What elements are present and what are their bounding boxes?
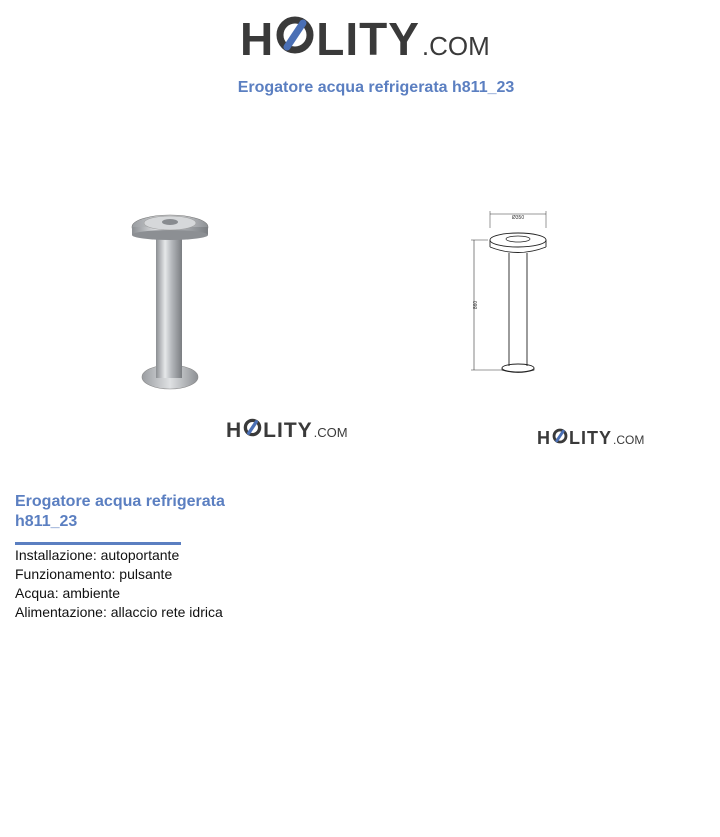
diameter-label: Ø350 [511, 215, 525, 221]
holity-logo-small-left [226, 418, 348, 443]
logo-text-h: H [537, 428, 551, 448]
spec-row-alimentazione: Alimentazione: allaccio rete idrica [15, 604, 223, 620]
technical-drawing [466, 208, 556, 383]
holity-logo-small-right [537, 428, 644, 449]
logo-text-com: .COM [313, 425, 348, 440]
logo-text-lity: LITY [569, 428, 612, 448]
logo-text-lity: LITY [263, 419, 313, 442]
logo-text-com: .COM [421, 31, 490, 61]
spec-row-funzionamento: Funzionamento: pulsante [15, 566, 173, 582]
logo-text-h: H [240, 13, 275, 65]
spec-row-acqua: Acqua: ambiente [15, 585, 121, 601]
logo-text-h: H [226, 419, 243, 442]
logo-text-lity: LITY [316, 13, 420, 65]
logo-o-icon [275, 15, 315, 55]
holity-logo[interactable] [240, 12, 490, 66]
logo-o-icon [552, 428, 568, 444]
product-title: Erogatore acqua refrigerata h811_23 [15, 493, 225, 530]
page-title: Erogatore acqua refrigerata h811_23 [237, 79, 515, 96]
title-divider [15, 542, 181, 545]
logo-text-com: .COM [613, 433, 645, 447]
height-label: 860 [473, 300, 479, 310]
spec-row-installazione: Installazione: autoportante [15, 547, 180, 563]
spec-list [15, 546, 223, 622]
product-photo [125, 205, 215, 395]
logo-o-icon [243, 418, 262, 437]
